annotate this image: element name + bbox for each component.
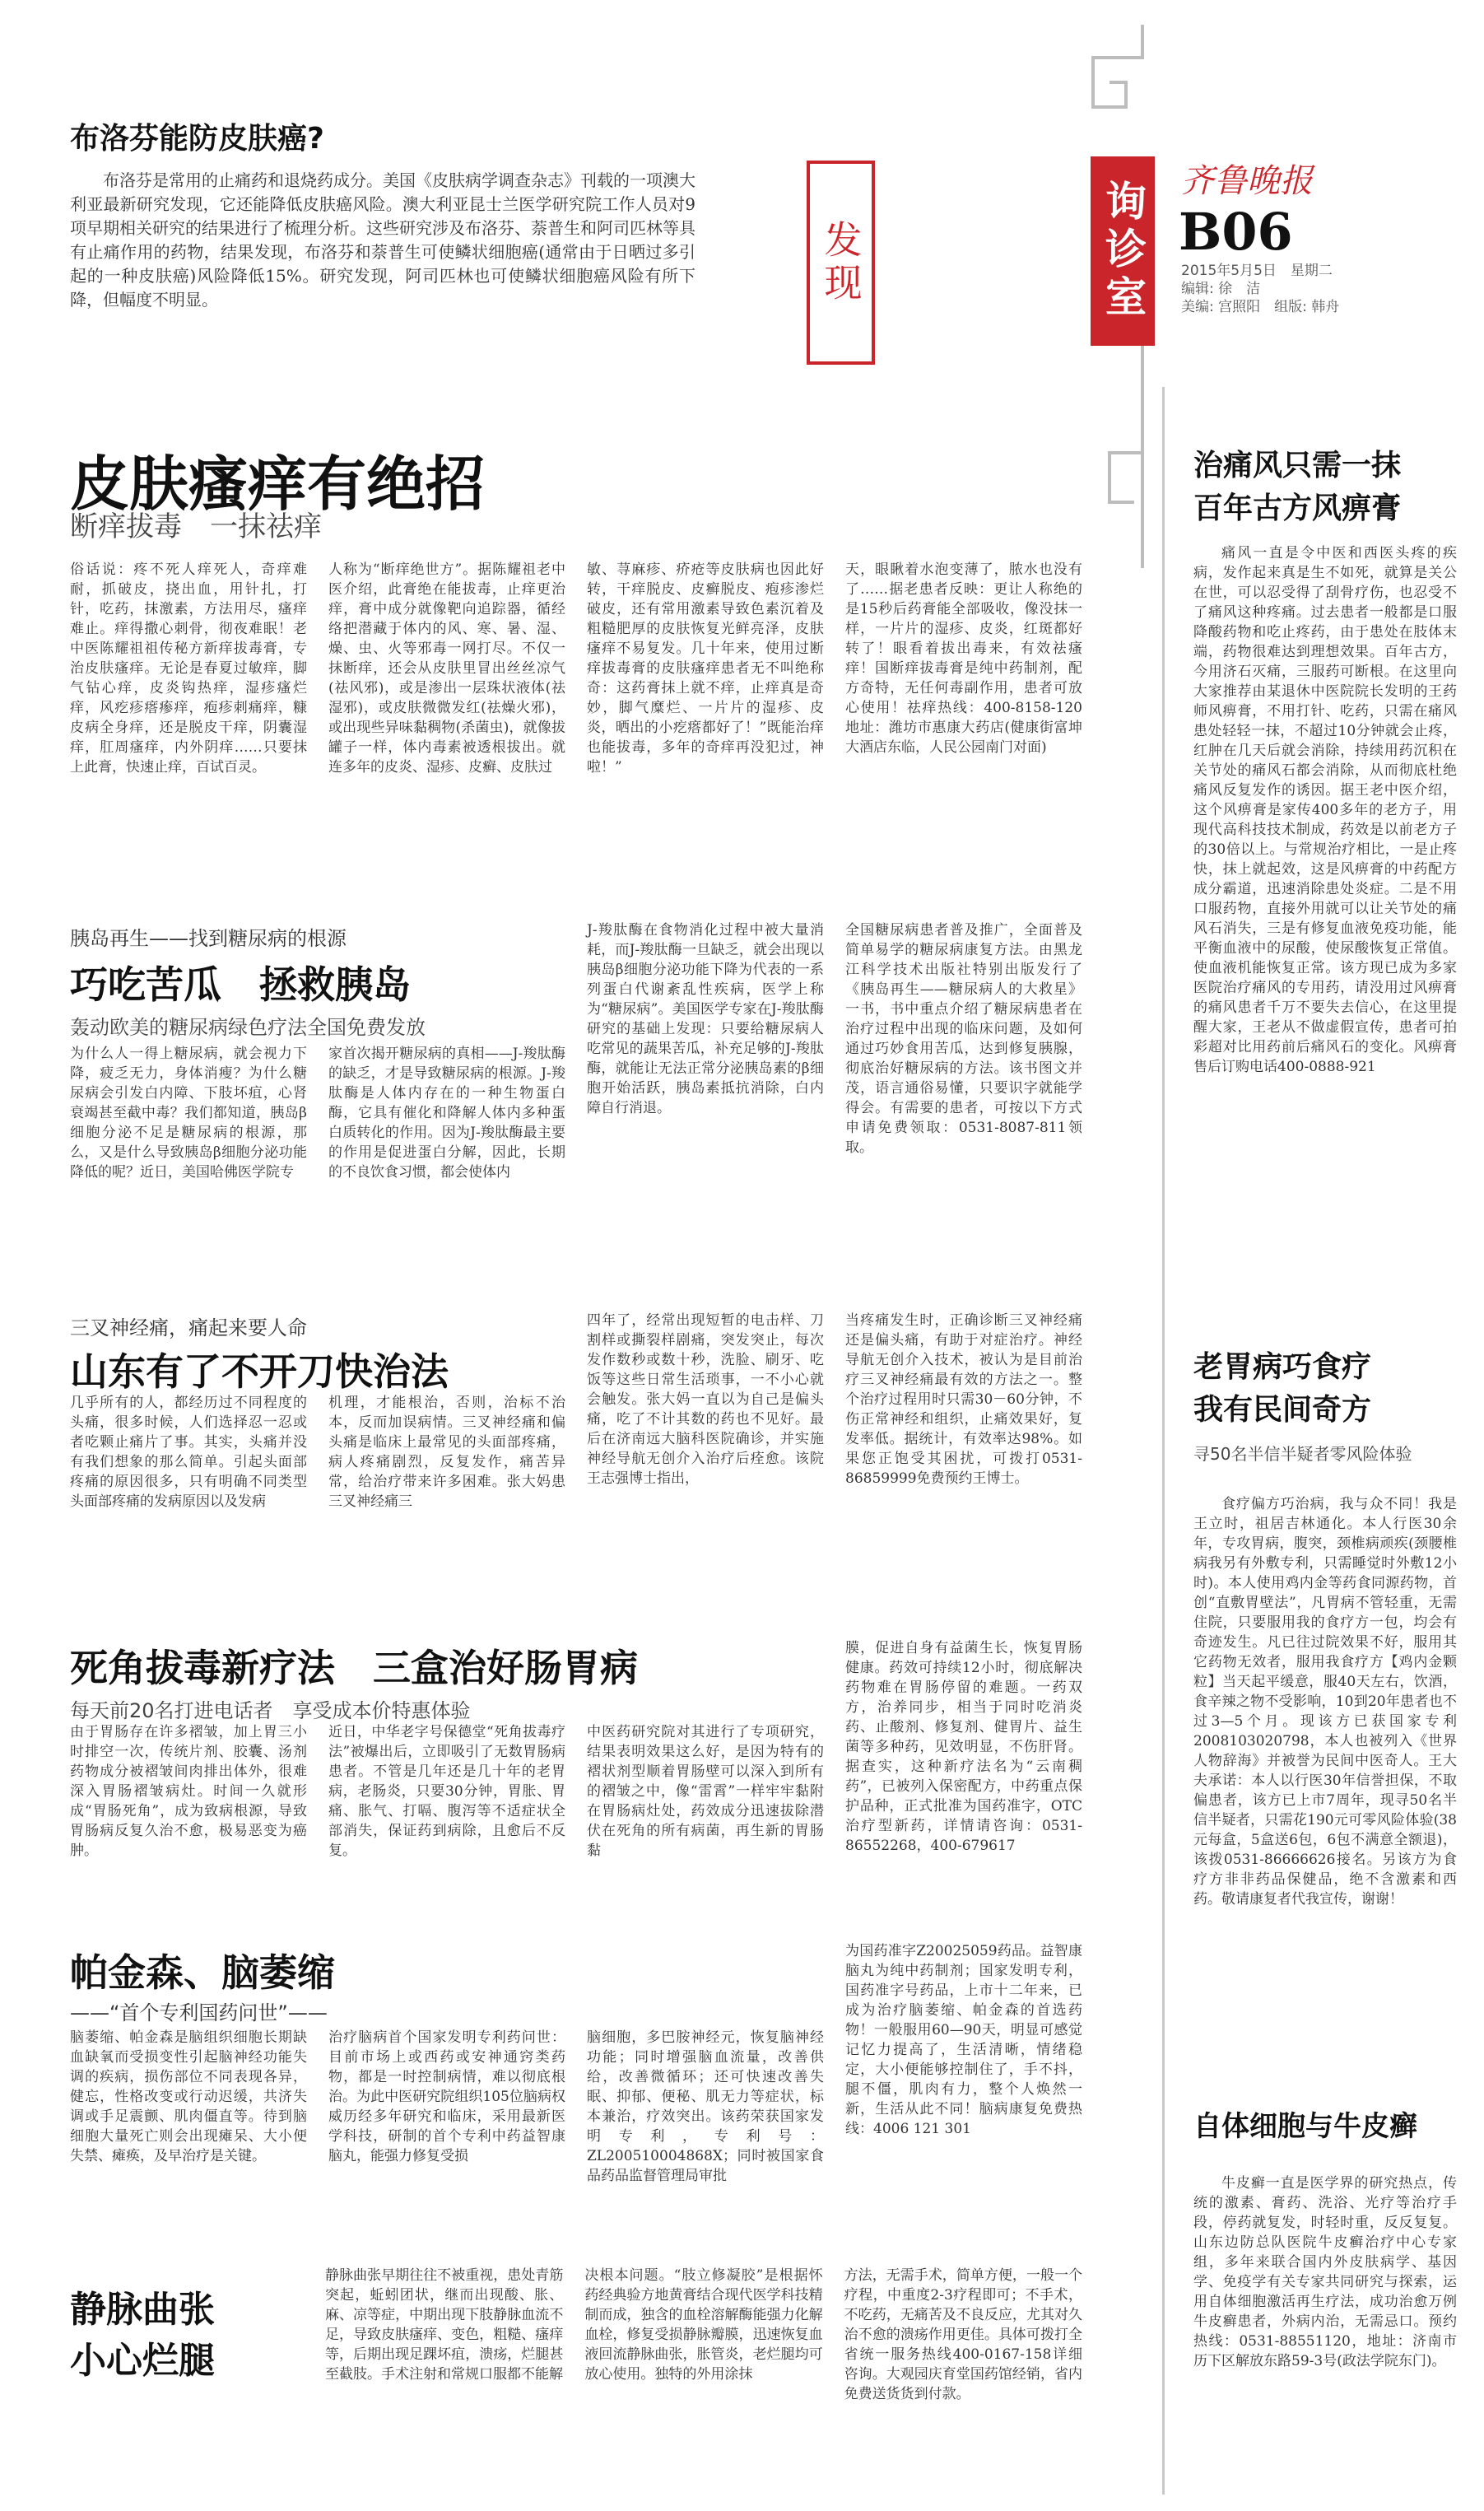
article-ibuprofen-body: 布洛芬是常用的止痛药和退烧药成分。美国《皮肤病学调查杂志》刊载的一项澳大利亚最新研究发现，它还能降低皮肤癌风险。澳大利亚昆士兰医学研究院工作人员对9项早期相关研究的结果进行了梳理分析。这些研究涉及布洛芬、萘普生和阿司匹林等具有止痛作用的药物，结果发现，布洛芬和萘普生可使鳞状细胞癌(通常由于日晒过多引起的一种皮肤癌)风险降低15%。研究发现，阿司匹林也可使鳞状细胞癌风险有所下降，但幅度不明显。 [70, 170, 695, 310]
article-neuralgia-col-1: 几乎所有的人，都经历过不同程度的头痛，很多时候，人们选择忍一忍或者吃颗止痛片了事。其实，头痛并没有我们想象的那么简单。引起头面部疼痛的原因很多，只有明确不同类型头面部疼痛的发病原因以及发病 [70, 1395, 307, 1510]
article-parkinson-title: 帕金森、脑萎缩 [70, 1950, 335, 1995]
article-parkinson-col-1: 脑萎缩、帕金森是脑组织细胞长期缺血缺氧而受损变性引起脑神经功能失调的疾病，损伤部位不同表现各异，健忘，性格改变或行动迟缓，共济失调或手足震颤、肌肉僵直等。待到脑细胞大量死亡则会出现瘫呆、大小便失禁、瘫痪，及早治疗是关键。 [70, 2029, 307, 2164]
article-varicose-columns [325, 2266, 1082, 2488]
article-neuralgia-col-2-wrap [328, 1311, 565, 1656]
sidebar-gout-title [1193, 445, 1401, 530]
article-itch-col-4: 天，眼瞅着水泡变薄了，脓水也没有了……据老患者反映：更让人称绝的是15秒后药膏能全部吸收，像没抹一样，一片片的湿疹、皮炎，红斑都好转了！眼看着拔出毒来，有效祛瘙痒！国断痒拔毒膏是纯中药制剂，配方奇特，无任何毒副作用，患者可放心使用！祛痒热线：400-8158-120 地址：潍坊市惠康大药店(健康街富坤大酒店东临，人民公园南门对面) [845, 561, 1096, 756]
article-parkinson-columns [70, 1941, 1082, 2254]
column-name: 询诊室 [1099, 179, 1147, 323]
article-itch-columns [70, 560, 1096, 906]
article-diabetes-subtitle: 轰动欧美的糖尿病绿色疗法全国免费发放 [70, 1016, 426, 1039]
article-neuralgia-col-3: 四年了，经常出现短暂的电击样、刀割样或撕裂样剧痛，突发突止，每次发作数秒或数十秒，洗脸、刷牙、吃饭等这些日常生活琐事，一不小心就会触发。张大妈一直以为自己是偏头痛，吃了不计其数的药也不见好。最后在济南远大脑科医院确诊，并实施神经导航无创介入治疗后痊愈。该院王志强博士指出， [587, 1312, 824, 1487]
article-parkinson-col-1-wrap [70, 1941, 307, 2254]
sidebar-psoriasis-title: 自体细胞与牛皮癣 [1193, 2110, 1417, 2143]
editor-credit: 编辑: 徐 洁 [1181, 281, 1261, 297]
issue-date: 2015年5月5日 星期二 [1181, 263, 1333, 279]
article-stomach-col-3: 中医药研究院对其进行了专项研究，结果表明效果这么好，是因为特有的褶状剂型顺着胃肠壁可以深入到所有的褶皱之中，像“雷霄”一样牢牢黏附在胃肠病灶处，药效成分迅速拔除潜伏在死角的所有病菌，再生新的胃肠黏 [587, 1724, 824, 1859]
article-itch-col-3: 敏、荨麻疹、疥疮等皮肤病也因此好转，干痒脱皮、皮癣脱皮、疱疹渗烂破皮，还有常用激素导致色素沉着及粗糙肥厚的皮肤恢复光鲜亮泽，皮肤瘙痒不易复发。几十年来，使用过断痒拔毒膏的皮肤瘙痒患者无不叫绝称奇：这药膏抹上就不痒，止痒真是奇妙，脚气糜烂、一片片的湿疹、皮炎，晒出的小疙瘩都好了！”既能治痒也能拔毒，多年的奇痒再没犯过，神啦！” [587, 561, 824, 776]
article-diabetes-kicker: 胰岛再生——找到糖尿病的根源 [70, 927, 347, 950]
article-stomach-columns [70, 1638, 1082, 1943]
article-stomach-col-2-wrap [328, 1638, 565, 1943]
column-name-box [1091, 156, 1155, 346]
sidebar-stomach-subtitle: 寻50名半信半疑者零风险体验 [1193, 1444, 1412, 1464]
article-diabetes-col-1-wrap [70, 920, 307, 1332]
article-parkinson-col-3: 脑细胞，多巴胺神经元，恢复脑神经功能；同时增强脑血流量，改善供给，改善微循环；还可快速改善失眠、抑郁、便秘、肌无力等症状，标本兼治，疗效突出。该药荣获国家发明专利，专利号：ZL200510004868X；同时被国家食品药品监督管理局审批 [587, 2029, 824, 2184]
sidebar-stomach-body: 食疗偏方巧治病，我与众不同！我是王立时，祖居吉林通化。本人行医30余年，专攻胃病，腹突，颈椎病顽疾(颈腰椎病我另有外敷专利，只需睡觉时外敷12小时)。本人使用鸡内金等药食同源药物，首创“直敷胃壁法”，凡胃病不管轻重，无需住院，只要服用我的食疗方一包，均会有奇迹发生。凡已往过院效果不好，服用其它药物无效者，服用我食疗方【鸡内金颗粒】当天起平缓意，服40天左右，饮酒，食辛辣之物不受影响，10到20年患者也不过3—5个月。现该方已获国家专利2008103020798，本人也被列入《世界人物辞海》并被誉为民间中医奇人。王大夫承诺：本人以行医30年信誉担保，不取偏患者，该方已上市7周年，现寻50名半信半疑者，只需花190元可零风险体验(38元每盒，5盒送6包，6包不满意全额退)，该拨0531-86666626接名。另该方为食疗方非非药品保健品，绝不含激素和西药。敬请康复者代我宣传，谢谢！ [1193, 1496, 1457, 1908]
sidebar-gout-body: 痛风一直是令中医和西医头疼的疾病，发作起来真是生不如死，就算是关公在世，可以忍受得了刮骨疗伤，也忍受不了痛风这种疼痛。过去患者一般都是口服降酸药物和吃止疼药，由于患处在肢体末端，药物很难达到理想效果。百年古方，今用济石灭痛，三服药可断根。在这里向大家推荐由某退休中医院院长发明的王药师风痹膏，不用打针、吃药，只需在痛风患处轻轻一抹，不超过10分钟就会止疼，红肿在几天后就会消除，持续用药沉积在关节处的痛风石都会消除，从而彻底杜绝痛风反复发作的诱因。据王老中医介绍，这个风痹膏是家传400多年的老方子，用现代高科技技术制成，药效是以前老方子的30倍以上。与常规治疗相比，一是止疼快，抹上就起效，这是风痹膏的中药配方成分霸道，迅速消除患处炎症。二是不用口服药物，直接外用就可以让关节处的痛风石消失，三是有修复血液免疫功能，能平衡血液中的尿酸，使尿酸恢复正常值。使血液机能恢复正常。该方现已成为多家医院治疗痛风的专用药，请没用过风痹膏的痛风患者千万不要失去信心，在这里提醒大家，王老从不做虚假宣传，患者可拍彩超对比用药前后痛风石的变化。风痹膏售后订购电话400-0888-921 [1193, 545, 1457, 1075]
article-neuralgia-col-1-wrap [70, 1311, 307, 1656]
article-neuralgia-kicker: 三叉神经痛，痛起来要人命 [70, 1316, 307, 1339]
article-parkinson-col-3-wrap [587, 1941, 824, 2254]
sidebar-psoriasis-body: 牛皮癣一直是医学界的研究热点，传统的激素、膏药、洗浴、光疗等治疗手段，停药就复发，时轻时重，反反复复。山东边防总队医院牛皮癣治疗中心专家组，多年来联合国内外皮肤病学、基因学、免疫学有关专家共同研究与探索，运用自体细胞激活再生疗法，成功治愈万例牛皮癣患者，外病内治，无需忌口。预约热线：0531-88551120，地址：济南市历下区解放东路59-3号(政法学院东门)。 [1193, 2175, 1457, 2369]
article-parkinson-col-2-wrap [328, 1941, 565, 2254]
article-stomach-col-4: 膜，促进自身有益菌生长，恢复胃肠健康。药效可持续12小时，彻底解决药物难在胃肠停留的难题。一药双方，治养同步，相当于同时吃消炎药、止酸剂、修复剂、健胃片、益生菌等多种药，见效明显，不伤肝肾。据查实，这种新疗法名为“云南稠药”，已被列入保密配方，中药重点保护品种，正式批准为国药准字，OTC治疗型新药，详情请咨询：0531-86552268，400-679617 [845, 1640, 1082, 1854]
article-diabetes-col-2-wrap [328, 920, 565, 1332]
section-tag [807, 161, 875, 365]
article-diabetes-title: 巧吃苦瓜 拯救胰岛 [70, 962, 411, 1007]
article-stomach-col-1-wrap [70, 1638, 307, 1943]
article-parkinson-kicker: ——“首个专利国药问世”—— [70, 2001, 328, 2024]
article-varicose-title [70, 2285, 215, 2387]
article-itch-subtitle: 断痒拔毒 一抹祛痒 [70, 510, 322, 543]
paper-logo: 齐鲁晚报 [1181, 162, 1313, 200]
article-varicose-col-2: 决根本问题。“肢立修凝胶”是根据怀药经典验方地黄膏结合现代医学科技精制而成，独含的血栓溶解酶能强力化解血栓，修复受损静脉瓣膜，迅速恢复血液回流静脉曲张，胀管炎，老烂腿均可放心使用。独特的外用涂抹 [584, 2267, 823, 2383]
sidebar-stomach-title-line-2: 我有民间奇方 [1193, 1393, 1372, 1427]
article-diabetes-col-4: 全国糖尿病患者普及推广，全面普及简单易学的糖尿病康复方法。由黑龙江科学技术出版社特别出版发行了《胰岛再生——糖尿病人的大救星》一书，书中重点介绍了糖尿病患者在治疗过程中出现的临床问题，及如何通过巧妙食用苦瓜，达到修复胰腺，彻底治好糖尿病的方法。该书图文并茂，语言通俗易懂，只要识字就能学得会。有需要的患者，可按以下方式申请免费领取：0531-8087-811领取。 [845, 922, 1082, 1156]
article-neuralgia-title: 山东有了不开刀快治法 [70, 1349, 449, 1394]
article-diabetes-col-1: 为什么人一得上糖尿病，就会视力下降，疲乏无力，身体消瘦？为什么糖尿病会引发白内障、下肢坏疽，心肾衰竭甚至截中毒？我们都知道，胰岛β细胞分泌不足是糖尿病的根源，那么，又是什么导致胰岛β细胞分泌功能降低的呢？近日，美国哈佛医学院专 [70, 1046, 307, 1181]
article-itch-col-2: 人称为“断痒绝世方”。据陈耀祖老中医介绍，此膏绝在能拔毒，止痒更治痒，膏中成分就像靶向追踪器，循经络把潜藏于体内的风、寒、暑、湿、燥、虫、火等邪毒一网打尽。不仅一抹断痒，还会从皮肤里冒出丝丝凉气(祛风邪)，或是渗出一层珠状液体(祛湿邪)，或皮肤微微发红(祛燥火邪)，或出现些异味黏稠物(杀菌虫)，就像拔罐子一样，体内毒素被透根拔出。就连多年的皮炎、湿疹、皮癣、皮肤过 [328, 561, 565, 776]
article-neuralgia-col-4: 当疼痛发生时，正确诊断三叉神经痛还是偏头痛，有助于对症治疗。神经导航无创介入技术，被认为是目前治疗三叉神经痛最有效的方法之一。整个治疗过程用时只需30－60分钟，不伤正常神经和组织，止痛效果好，复发率低。据统计，有效率达98%。如果您正饱受其困扰，可拨打0531-86859999免费预约王博士。 [845, 1312, 1082, 1487]
article-diabetes-col-2: 家首次揭开糖尿病的真相——J-羧肽酶的缺乏，才是导致糖尿病的根源。J-羧肽酶是人体内存在的一种生物蛋白酶，它具有催化和降解人体内多种蛋白质转化的作用。因为J-羧肽酶最主要的作用是促进蛋白分解，因此，长期的不良饮食习惯，都会使体内 [328, 1046, 565, 1181]
article-stomach-col-1: 由于胃肠存在许多褶皱，加上胃三小时排空一次，传统片剂、胶囊、汤剂药物成分被褶皱间肉排出体外，很难深入胃肠褶皱病灶。时间一久就形成“胃肠死角”，成为致病根源，导致胃肠病反复久治不愈，极易恶变为癌肿。 [70, 1724, 307, 1859]
sidebar-gout-title-line-2: 百年古方风痹膏 [1193, 491, 1402, 525]
article-varicose-col-1: 静脉曲张早期往往不被重视，患处青筋突起，蚯蚓团状，继而出现酸、胀、麻、凉等症，中期出现下肢静脉血流不足，导致皮肤瘙痒、变色，粗糙、瘙痒等，后期出现足踝坏疽，溃疡，烂腿甚至截肢。手术注射和常规口服都不能解 [325, 2267, 564, 2383]
design-credit: 美编: 宫照阳 组版: 韩舟 [1181, 299, 1340, 315]
section-tag-label: 发现 [818, 220, 863, 305]
article-stomach-col-3-wrap [587, 1638, 824, 1943]
article-varicose-col-3: 方法，无需手术，简单方便，一般一个疗程，中重度2-3疗程即可；不手术，不吃药，无痛苦及不良反应，尤其对久治不愈的溃疡作用更佳。具体可拨打全省统一服务热线400-0167-158详细咨询。大观园庆育堂国药馆经销，省内免费送货货到付款。 [844, 2267, 1082, 2402]
article-itch-col-1: 俗话说：疼不死人痒死人，奇痒难耐，抓破皮，挠出血，用针扎，打针，吃药，抹激素，方法用尽，瘙痒难止。痒得撒心刺骨，彻夜难眠！老中医陈耀祖祖传秘方新痒拔毒膏，专治皮肤瘙痒。无论是春夏过敏痒，脚气钻心痒，皮炎钩热痒，湿疹瘙烂痒，风疙疹瘩瘆痒，疱疹刺痛痒，糠皮病全身痒，还是脱皮干痒，阴囊湿痒，肛周瘙痒，内外阴痒……只要抹上此膏，快速止痒，百试百灵。 [70, 561, 307, 776]
article-parkinson-col-4: 为国药准字Z20025059药品。益智康脑丸为纯中药制剂；国家发明专利，国药准字号药品，上市十二年来，已成为治疗脑萎缩、帕金森的首选药物！一般服用60—90天，明显可感觉记忆力提高了，生活清晰，情绪稳定，大小便能够控制住了，手不抖，腿不僵，肌肉有力，整个人焕然一新，生活从此不同！脑病康复免费热线：4006 121 301 [845, 1943, 1082, 2137]
article-diabetes-col-3: J-羧肽酶在食物消化过程中被大量消耗，而J-羧肽酶一旦缺乏，就会出现以胰岛β细胞分泌功能下降为代表的一系列蛋白代谢紊乱性疾病，医学上称为“糖尿病”。美国医学专家在J-羧肽酶研究的基础上发现：只要给糖尿病人吃常见的蔬果苦瓜，补充足够的J-羧肽酶，就能让无法正常分泌胰岛素的β细胞开始活跃，胰岛素抵抗消除，白内障自行消退。 [587, 922, 824, 1116]
article-diabetes-columns [70, 920, 1082, 1332]
article-varicose-title-line-1: 静脉曲张 [70, 2289, 215, 2331]
article-stomach-col-2: 近日，中华老字号保德堂“死角拔毒疗法”被爆出后，立即吸引了无数胃肠病患者。不管是几年还是几十年的老胃病，老肠炎，只要30分钟，胃胀、胃痛、胀气、打嗝、腹泻等不适症状全部消失，保证药到病除，且愈后不反复。 [328, 1724, 565, 1859]
sidebar-divider [1162, 387, 1165, 2495]
article-parkinson-col-2: 治疗脑病首个国家发明专利药问世：目前市场上或西药或安神通窍类药物，都是一时控制病情，难以彻底根治。为此中医研究院组织105位脑病权威历经多年研究和临床，采用最新医学科技，研制的首个专利中药益智康脑丸，能强力修复受损 [328, 2029, 565, 2164]
article-neuralgia-col-2: 机理，才能根治，否则，治标不治本，反而加误病情。三叉神经痛和偏头痛是临床上最常见的头面部疼痛，病人疼痛剧烈，反复发作，痛苦异常，给治疗带来许多困难。张大妈患三叉神经痛三 [328, 1395, 565, 1510]
sidebar-gout-title-line-1: 治痛风只需一抹 [1193, 449, 1402, 482]
article-varicose-title-line-2: 小心烂腿 [70, 2340, 215, 2382]
article-itch-title: 皮肤瘙痒有绝招 [70, 450, 486, 519]
article-stomach-title: 死角拔毒新疗法 三盒治好肠胃病 [70, 1646, 638, 1690]
masthead-meta [1181, 262, 1453, 316]
article-stomach-subtitle: 每天前20名打进电话者 享受成本价特惠体验 [70, 1699, 471, 1722]
sidebar-stomach-title-line-1: 老胃病巧食疗 [1193, 1350, 1372, 1384]
article-ibuprofen-title: 布洛芬能防皮肤癌? [70, 122, 324, 156]
page-number: B06 [1179, 202, 1293, 262]
article-neuralgia-columns [70, 1311, 1082, 1656]
sidebar-stomach-title [1193, 1346, 1371, 1432]
